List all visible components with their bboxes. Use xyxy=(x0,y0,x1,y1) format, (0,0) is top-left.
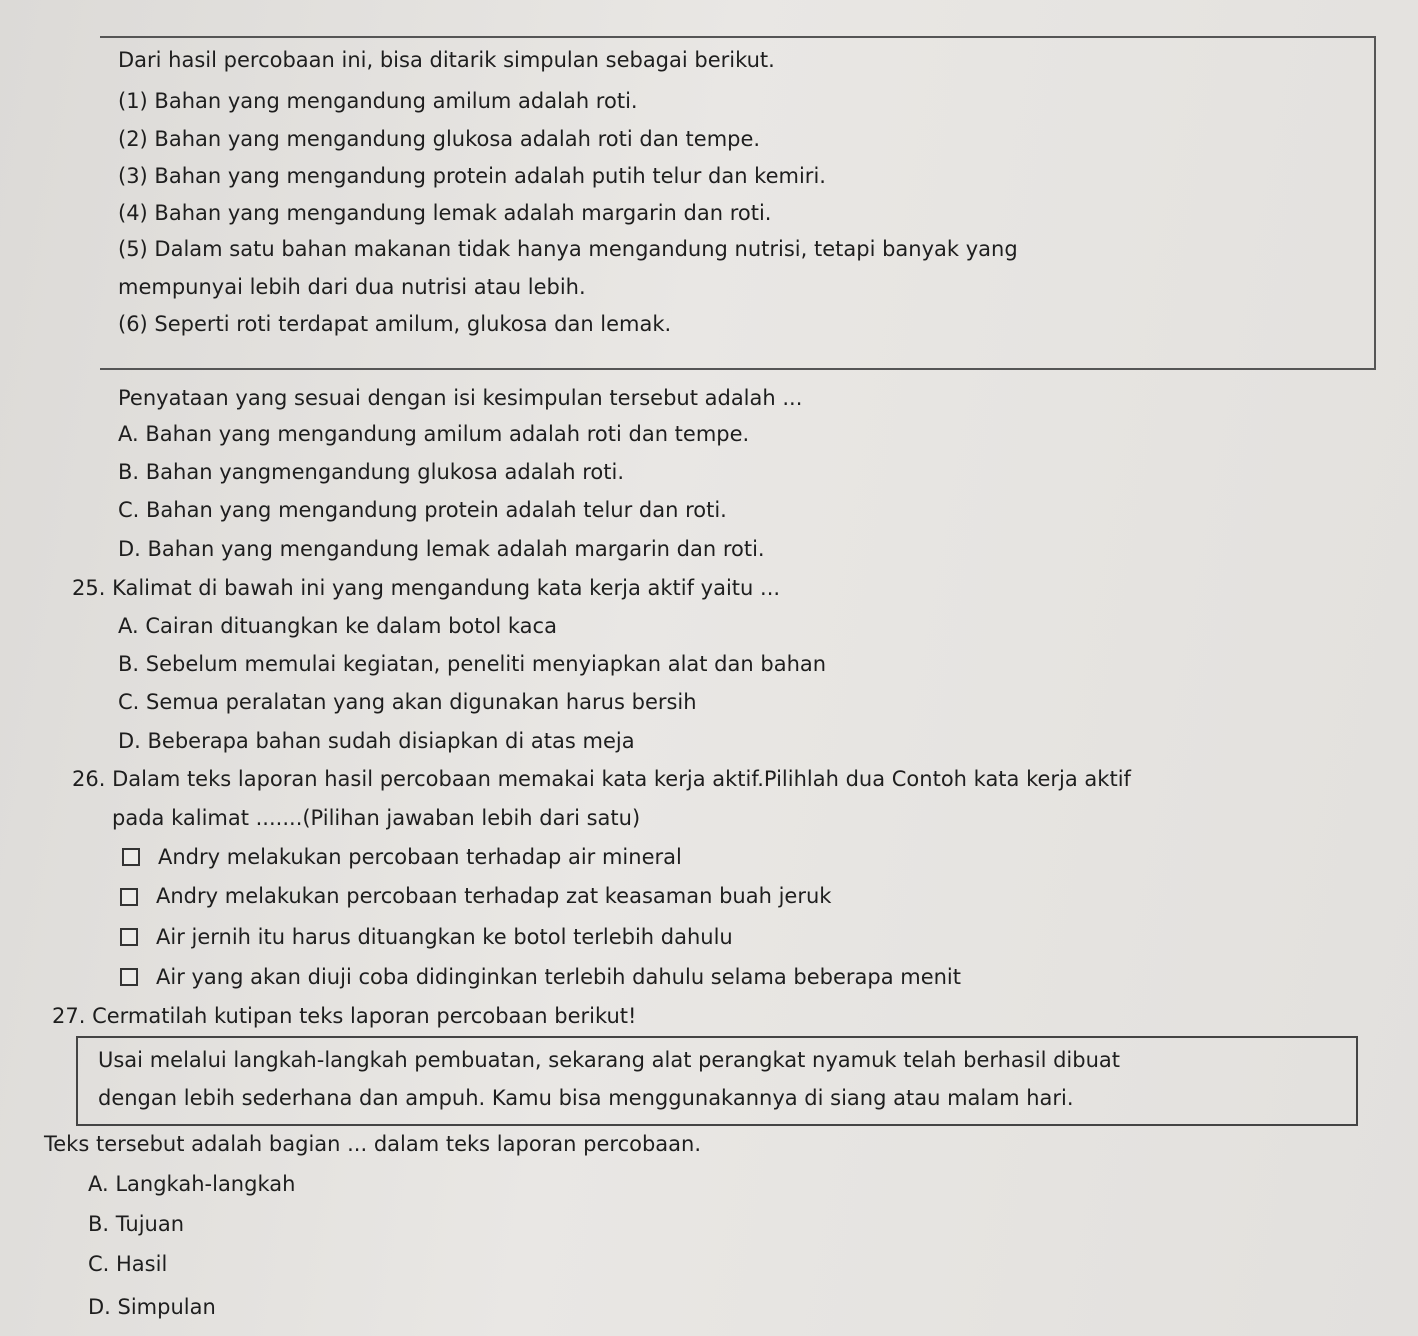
q24-question: Penyataan yang sesuai dengan isi kesimpulan tersebut adalah ... xyxy=(118,386,803,410)
q27-excerpt-line-1: Usai melalui langkah-langkah pembuatan, sekarang alat perangkat nyamuk telah berhasil dibuat xyxy=(98,1048,1120,1072)
q26-option-3: Air jernih itu harus dituangkan ke botol terlebih dahulu xyxy=(156,925,733,949)
q26-option-1: Andry melakukan percobaan terhadap air mineral xyxy=(158,845,682,869)
q26-checkbox-3[interactable] xyxy=(120,928,138,946)
q25-option-c: C. Semua peralatan yang akan digunakan harus bersih xyxy=(118,690,697,714)
q25-option-d: D. Beberapa bahan sudah disiapkan di atas meja xyxy=(118,729,635,753)
q24-option-b: B. Bahan yangmengandung glukosa adalah roti. xyxy=(118,460,625,484)
q25-question: 25. Kalimat di bawah ini yang mengandung kata kerja aktif yaitu ... xyxy=(72,576,781,600)
conclusion-item-5-cont: mempunyai lebih dari dua nutrisi atau lebih. xyxy=(118,275,586,299)
conclusion-item-3: (3) Bahan yang mengandung protein adalah putih telur dan kemiri. xyxy=(118,164,826,188)
q26-checkbox-4[interactable] xyxy=(120,968,138,986)
conclusion-item-6: (6) Seperti roti terdapat amilum, glukosa dan lemak. xyxy=(118,312,672,336)
q27-option-a: A. Langkah-langkah xyxy=(88,1172,296,1196)
q26-question-cont: pada kalimat .......(Pilihan jawaban lebih dari satu) xyxy=(112,806,641,830)
q27-question: 27. Cermatilah kutipan teks laporan percobaan berikut! xyxy=(52,1004,637,1028)
q27-option-c: C. Hasil xyxy=(88,1252,168,1276)
conclusion-intro: Dari hasil percobaan ini, bisa ditarik simpulan sebagai berikut. xyxy=(118,48,775,72)
conclusion-item-2: (2) Bahan yang mengandung glukosa adalah roti dan tempe. xyxy=(118,127,761,151)
conclusion-item-5: (5) Dalam satu bahan makanan tidak hanya mengandung nutrisi, tetapi banyak yang xyxy=(118,237,1018,261)
q27-excerpt-line-2: dengan lebih sederhana dan ampuh. Kamu bisa menggunakannya di siang atau malam hari. xyxy=(98,1086,1074,1110)
q26-checkbox-2[interactable] xyxy=(120,888,138,906)
conclusion-item-4: (4) Bahan yang mengandung lemak adalah margarin dan roti. xyxy=(118,201,772,225)
q27-option-b: B. Tujuan xyxy=(88,1212,185,1236)
q24-option-c: C. Bahan yang mengandung protein adalah telur dan roti. xyxy=(118,498,727,522)
q26-option-4: Air yang akan diuji coba didinginkan terlebih dahulu selama beberapa menit xyxy=(156,965,962,989)
q26-checkbox-1[interactable] xyxy=(122,848,140,866)
q26-option-2: Andry melakukan percobaan terhadap zat keasaman buah jeruk xyxy=(156,884,832,908)
conclusion-item-1: (1) Bahan yang mengandung amilum adalah roti. xyxy=(118,89,638,113)
q25-option-b: B. Sebelum memulai kegiatan, peneliti menyiapkan alat dan bahan xyxy=(118,652,827,676)
q26-question: 26. Dalam teks laporan hasil percobaan memakai kata kerja aktif.Pilihlah dua Contoh kata kerja aktif xyxy=(72,767,1131,791)
q27-option-d: D. Simpulan xyxy=(88,1295,216,1319)
q24-option-a: A. Bahan yang mengandung amilum adalah roti dan tempe. xyxy=(118,422,750,446)
q25-option-a: A. Cairan dituangkan ke dalam botol kaca xyxy=(118,614,557,638)
q24-option-d: D. Bahan yang mengandung lemak adalah margarin dan roti. xyxy=(118,537,765,561)
q27-prompt: Teks tersebut adalah bagian ... dalam teks laporan percobaan. xyxy=(44,1132,702,1156)
